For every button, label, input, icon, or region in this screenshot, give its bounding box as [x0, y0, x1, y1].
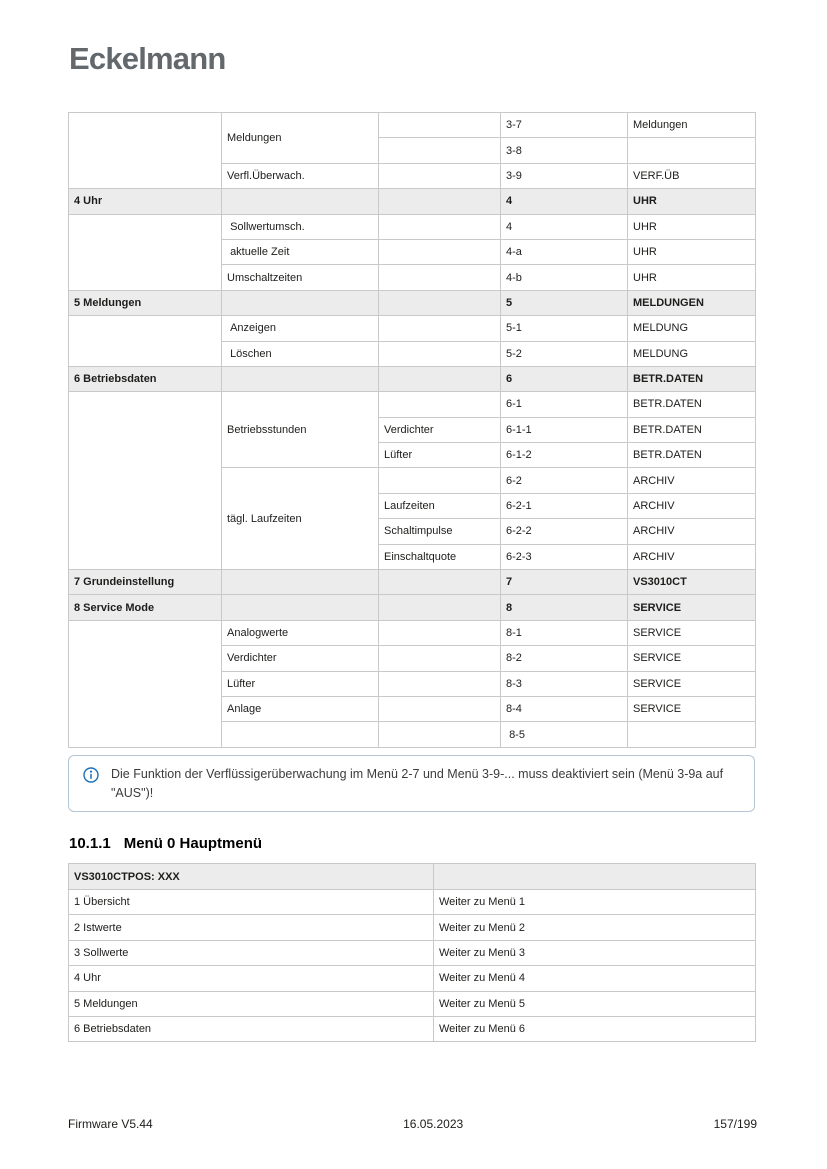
menu-cell-col2: Verdichter: [379, 417, 501, 442]
menu-cell-col2: [379, 696, 501, 721]
menu-structure-body: [69, 113, 756, 748]
heading-title: Menü 0 Hauptmenü: [123, 835, 263, 852]
menu-cell-col4: MELDUNG: [628, 341, 756, 366]
menu-cell-col3: 6-2-2: [501, 519, 628, 544]
menu-cell-col4: SERVICE: [628, 671, 756, 696]
main-menu-item-cell: 2 Istwerte: [69, 915, 434, 940]
main-menu-item-cell: 1 Übersicht: [69, 890, 434, 915]
menu-cell-col3: 8: [501, 595, 628, 620]
main-menu-body: [69, 864, 756, 1042]
menu-cell-col2: [379, 366, 501, 391]
menu-cell-col0: 5 Meldungen: [69, 290, 222, 315]
menu-cell-col4: ARCHIV: [628, 544, 756, 569]
menu-cell-col1: [222, 570, 379, 595]
menu-cell-col2: [379, 468, 501, 493]
menu-item-row: [69, 620, 756, 645]
main-menu-target-cell: Weiter zu Menü 6: [434, 1016, 756, 1041]
menu-structure-table: [68, 112, 756, 748]
menu-cell-col2: [379, 265, 501, 290]
menu-cell-col3: 8-1: [501, 620, 628, 645]
menu-section-row: [69, 366, 756, 391]
menu-cell-col4: ARCHIV: [628, 493, 756, 518]
menu-cell-col1: Verdichter: [222, 646, 379, 671]
main-menu-item-cell: 5 Meldungen: [69, 991, 434, 1016]
menu-cell-col3: 4: [501, 189, 628, 214]
footer-page-number: 157/199: [713, 1117, 757, 1131]
menu-cell-col1: Löschen: [222, 341, 379, 366]
menu-cell-col3: 3-9: [501, 163, 628, 188]
menu-cell-col1: Umschaltzeiten: [222, 265, 379, 290]
footer-firmware-version: Firmware V5.44: [68, 1117, 153, 1131]
menu-cell-col1: Verfl.Überwach.: [222, 163, 379, 188]
menu-cell-col1: [222, 366, 379, 391]
menu-cell-col1: Meldungen: [222, 113, 379, 164]
menu-cell-col1: Lüfter: [222, 671, 379, 696]
menu-cell-col2: [379, 189, 501, 214]
menu-section-row: [69, 290, 756, 315]
menu-cell-col3: 5-2: [501, 341, 628, 366]
menu-cell-col3: 3-7: [501, 113, 628, 138]
menu-cell-col3: 5: [501, 290, 628, 315]
main-menu-row: [69, 890, 756, 915]
menu-cell-col2: [379, 671, 501, 696]
menu-cell-col2: [379, 214, 501, 239]
info-icon: [83, 767, 99, 789]
menu-cell-col4: SERVICE: [628, 620, 756, 645]
menu-cell-col2: [379, 392, 501, 417]
menu-cell-col4: UHR: [628, 265, 756, 290]
menu-cell-col3: 6: [501, 366, 628, 391]
main-menu-target-cell: Weiter zu Menü 1: [434, 890, 756, 915]
main-menu-table: [68, 863, 756, 1042]
menu-item-row: [69, 214, 756, 239]
menu-cell-col3: 8-3: [501, 671, 628, 696]
menu-cell-col1: Analogwerte: [222, 620, 379, 645]
menu-cell-col4: [628, 138, 756, 163]
menu-cell-col2: [379, 290, 501, 315]
menu-cell-col3: 8-2: [501, 646, 628, 671]
menu-cell-col2: Schaltimpulse: [379, 519, 501, 544]
main-menu-item-cell: 6 Betriebsdaten: [69, 1016, 434, 1041]
menu-cell-col2: [379, 138, 501, 163]
menu-cell-col3: 4: [501, 214, 628, 239]
menu-cell-col0: 4 Uhr: [69, 189, 222, 214]
menu-cell-col4: VERF.ÜB: [628, 163, 756, 188]
menu-cell-col1: Sollwertumsch.: [222, 214, 379, 239]
menu-cell-col2: [379, 163, 501, 188]
menu-cell-col0: [69, 620, 222, 747]
main-menu-target-cell: Weiter zu Menü 5: [434, 991, 756, 1016]
menu-cell-col0: [69, 214, 222, 290]
menu-cell-col3: 7: [501, 570, 628, 595]
menu-cell-col2: Lüfter: [379, 443, 501, 468]
menu-cell-col2: [379, 113, 501, 138]
main-menu-row: [69, 940, 756, 965]
main-menu-header-cell: VS3010CTPOS: XXX: [69, 864, 434, 890]
menu-cell-col3: 6-2-1: [501, 493, 628, 518]
menu-cell-col2: [379, 722, 501, 747]
menu-cell-col3: 6-1-2: [501, 443, 628, 468]
menu-cell-col1: tägl. Laufzeiten: [222, 468, 379, 570]
menu-item-row: [69, 316, 756, 341]
menu-section-row: [69, 570, 756, 595]
main-menu-header-cell: [434, 864, 756, 890]
menu-cell-col4: SERVICE: [628, 646, 756, 671]
menu-cell-col0: 6 Betriebsdaten: [69, 366, 222, 391]
menu-cell-col4: ARCHIV: [628, 468, 756, 493]
main-menu-row: [69, 991, 756, 1016]
menu-cell-col3: 4-a: [501, 239, 628, 264]
menu-cell-col1: Betriebsstunden: [222, 392, 379, 468]
menu-cell-col3: 6-1: [501, 392, 628, 417]
menu-cell-col2: Laufzeiten: [379, 493, 501, 518]
menu-cell-col2: [379, 595, 501, 620]
main-menu-row: [69, 966, 756, 991]
menu-cell-col4: BETR.DATEN: [628, 392, 756, 417]
menu-cell-col2: Einschaltquote: [379, 544, 501, 569]
menu-cell-col3: 5-1: [501, 316, 628, 341]
menu-cell-col1: Anzeigen: [222, 316, 379, 341]
menu-cell-col0: [69, 316, 222, 367]
menu-cell-col4: SERVICE: [628, 595, 756, 620]
main-menu-header-row: [69, 864, 756, 890]
menu-cell-col1: [222, 189, 379, 214]
menu-cell-col0: 8 Service Mode: [69, 595, 222, 620]
main-menu-item-cell: 3 Sollwerte: [69, 940, 434, 965]
menu-cell-col3: 6-1-1: [501, 417, 628, 442]
menu-cell-col4: BETR.DATEN: [628, 443, 756, 468]
menu-cell-col4: MELDUNGEN: [628, 290, 756, 315]
info-note-text: Die Funktion der Verflüssigerüberwachung im Menü 2-7 und Menü 3-9-... muss deaktiviert sein (Menü 3-9a auf "AUS")!: [111, 767, 724, 800]
info-note: [68, 755, 755, 812]
menu-item-row: [69, 113, 756, 138]
menu-cell-col0: [69, 392, 222, 570]
menu-cell-col2: [379, 646, 501, 671]
menu-cell-col0: [69, 113, 222, 189]
menu-cell-col2: [379, 570, 501, 595]
menu-cell-col0: 7 Grundeinstellung: [69, 570, 222, 595]
menu-cell-col3: 6-2-3: [501, 544, 628, 569]
menu-cell-col4: MELDUNG: [628, 316, 756, 341]
menu-cell-col2: [379, 316, 501, 341]
menu-cell-col4: VS3010CT: [628, 570, 756, 595]
menu-cell-col2: [379, 620, 501, 645]
menu-cell-col2: [379, 239, 501, 264]
menu-cell-col4: BETR.DATEN: [628, 417, 756, 442]
main-menu-target-cell: Weiter zu Menü 3: [434, 940, 756, 965]
menu-cell-col3: 8-4: [501, 696, 628, 721]
menu-cell-col3: 3-8: [501, 138, 628, 163]
main-menu-target-cell: Weiter zu Menü 2: [434, 915, 756, 940]
menu-section-row: [69, 189, 756, 214]
menu-cell-col1: [222, 290, 379, 315]
section-heading: [69, 835, 262, 852]
menu-cell-col1: [222, 595, 379, 620]
eckelmann-logo: Eckelmann: [69, 41, 226, 76]
menu-cell-col4: UHR: [628, 189, 756, 214]
menu-cell-col4: UHR: [628, 214, 756, 239]
main-menu-row: [69, 915, 756, 940]
menu-cell-col4: UHR: [628, 239, 756, 264]
menu-cell-col4: ARCHIV: [628, 519, 756, 544]
menu-cell-col1: Anlage: [222, 696, 379, 721]
heading-number: 10.1.1: [69, 835, 111, 852]
main-menu-row: [69, 1016, 756, 1041]
main-menu-item-cell: 4 Uhr: [69, 966, 434, 991]
menu-cell-col3: 8-5: [501, 722, 628, 747]
menu-cell-col3: 6-2: [501, 468, 628, 493]
menu-cell-col3: 4-b: [501, 265, 628, 290]
menu-cell-col4: SERVICE: [628, 696, 756, 721]
menu-cell-col4: BETR.DATEN: [628, 366, 756, 391]
menu-cell-col4: [628, 722, 756, 747]
menu-cell-col4: Meldungen: [628, 113, 756, 138]
menu-section-row: [69, 595, 756, 620]
menu-cell-col1: [222, 722, 379, 747]
menu-cell-col1: aktuelle Zeit: [222, 239, 379, 264]
page-footer: [68, 1117, 757, 1131]
main-menu-target-cell: Weiter zu Menü 4: [434, 966, 756, 991]
menu-cell-col2: [379, 341, 501, 366]
menu-item-row: [69, 392, 756, 417]
footer-date: 16.05.2023: [403, 1117, 464, 1131]
